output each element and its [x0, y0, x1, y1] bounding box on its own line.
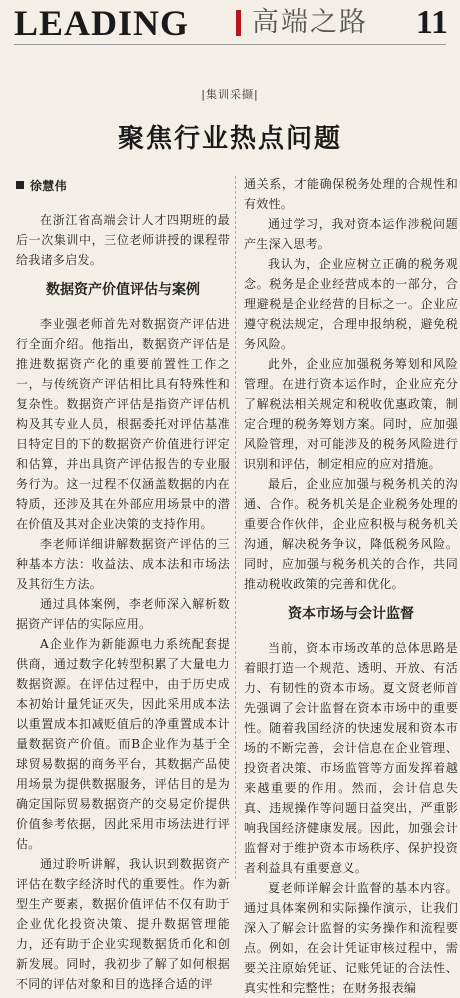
right-column [244, 174, 458, 998]
masthead-leading: LEADING [14, 3, 190, 43]
author-line [16, 176, 230, 196]
right-paragraph-1: 通过学习，我对资本运作涉税问题产生深入思考。 [244, 217, 458, 251]
right-paragraph-4: 最后，企业应加强与税务机关的沟通、合作。税务机关是企业税务处理的重要合作伙伴，企业应积极与税务机关沟通，解决税务争议，降低税务风险。同时，应加强与税务机关的合作，共同推动税收政策的完善和优化。 [244, 477, 458, 591]
article-headline: 聚焦行业热点问题 [117, 124, 342, 154]
masthead-section: 高端之路 [252, 7, 368, 38]
left-paragraph-3: 通过具体案例，李老师深入解析数据资产评估的实际应用。 [16, 597, 230, 631]
right-paragraph-6: 夏老师详解会计监督的基本内容。通过具体案例和实际操作演示，让我们深入了解会计监督的实务操作和流程要点。例如，在会计凭证审核过程中，需要关注原始凭证、记账凭证的合法性、真实性和完整性；在财务报表编 [244, 881, 458, 995]
column-divider [235, 176, 236, 879]
author-name: 徐慧伟 [30, 179, 67, 193]
section1-title: 数据资产价值评估与案例 [46, 282, 200, 298]
intro-paragraph: 在浙江省高端会计人才四期班的最后一次集训中，三位老师讲授的课程带给我诸多启发。 [16, 213, 230, 267]
right-paragraph-0: 通关系，才能确保税务处理的合规性和有效性。 [244, 177, 458, 211]
masthead [0, 0, 460, 44]
page-number: 11 [415, 4, 448, 41]
left-paragraph-4: A企业作为新能源电力系统配套提供商，通过数字化转型积累了大量电力数据资源。在评估过程中，由于历史成本初始计量凭证灭失，因此采用成本法以重置成本扣减贬值后的净重置成本计量数据资产价值。而B企业作为基于全球贸易数据的商务平台，其数据产品使用场景为提供数据服务，评估目的是为确定国际贸易数据资产的交易定价提供价值参考依据，因此采用市场法进行评估。 [16, 637, 230, 851]
left-paragraph-1: 李业强老师首先对数据资产评估进行全面介绍。他指出，数据资产评估是推进数据资产化的重要前置性工作之一，与传统资产评估相比具有特殊性和复杂性。数据资产评估是指资产评估机构及其专业人员，根据委托对评估基准日特定目的下的数据资产价值进行评定和估算，并出具资产评估报告的专业服务行为。这一过程不仅涵盖数据的内在特质，还涉及其在外部应用场景中的潜在价值及其对企业决策的支持作用。 [16, 317, 230, 531]
left-column [16, 176, 230, 994]
masthead-red-bar [236, 10, 241, 36]
masthead-rule [14, 44, 446, 45]
right-paragraph-3: 此外，企业应加强税务筹划和风险管理。在进行资本运作时，企业应充分了解税法相关规定和税收优惠政策，制定合理的税务筹划方案。同时，应加强风险管理，对可能涉及的税务风险进行识别和评估，制定相应的应对措施。 [244, 357, 458, 471]
column-tag: |集训采撷| [201, 88, 259, 101]
section2-title: 资本市场与会计监督 [288, 606, 414, 622]
author-square-icon [16, 181, 24, 189]
right-paragraph-2: 我认为，企业应树立正确的税务观念。税务是企业经营成本的一部分，合理避税是企业经营的目标之一。企业应遵守税法规定，合理申报纳税，避免税务风险。 [244, 257, 458, 351]
left-paragraph-5: 通过聆听讲解，我认识到数据资产评估在数字经济时代的重要性。作为新型生产要素，数据价值评估不仅有助于企业优化投资决策、提升数据管理能力，还有助于企业实现数据货币化和创新发展。同时，我初步了解了如何根据不同的评估对象和目的选择合适的评 [16, 857, 230, 991]
left-paragraph-2: 李老师详细讲解数据资产评估的三种基本方法：收益法、成本法和市场法及其衍生方法。 [16, 537, 230, 591]
right-paragraph-5: 当前，资本市场改革的总体思路是着眼打造一个规范、透明、开放、有活力、有韧性的资本市场。夏文贤老师首先强调了会计监督在资本市场中的重要性。随着我国经济的快速发展和资本市场的不断完善，会计信息在企业管理、投资者决策、市场监管等方面发挥着越来越重要的作用。然而，会计信息失真、违规操作等问题日益突出，严重影响我国经济健康发展。因此，加强会计监督对于维护资本市场秩序、保护投资者利益具有重要意义。 [244, 641, 458, 875]
